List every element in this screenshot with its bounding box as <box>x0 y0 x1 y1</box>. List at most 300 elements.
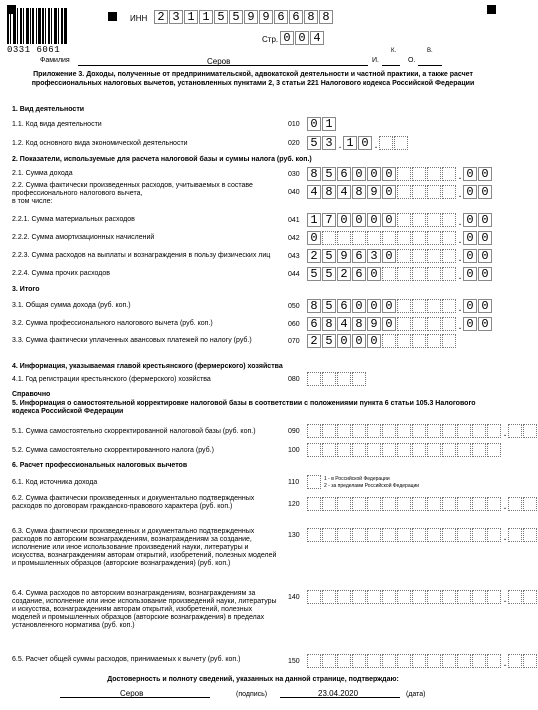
amount-kopecks-cells <box>463 267 493 281</box>
digit-cell <box>508 590 522 604</box>
digit-cell: 0 <box>337 334 351 348</box>
row-1-2-label: 1.2. Код основного вида экономической деятельности <box>12 140 188 147</box>
digit-cell <box>352 497 366 511</box>
digit-cell: 5 <box>322 167 336 181</box>
barcode-image <box>7 8 67 44</box>
decimal-separator: . <box>503 500 507 512</box>
digit-cell <box>427 267 441 281</box>
corner-marker-top-right <box>487 5 496 14</box>
digit-cell: 0 <box>478 213 492 227</box>
row-6-4-label: 6.4. Сумма расходов по авторским вознаграждениям, вознаграждениям за создание, исполнение или иное использование произведений науки, литературы и искусства, вознаграждениям авторам открытий, изобретений, полезных моделей и промышленных образцов (авторские вознаграждения) в пределах установленного норматива (руб. коп.) <box>12 590 277 629</box>
row-1-1-code: 010 <box>288 121 300 128</box>
page-number-field[interactable] <box>280 31 325 45</box>
digit-cell <box>442 334 456 348</box>
section4-heading: 4. Информация, указываемая главой крестьянского (фермерского) хозяйства <box>12 363 283 370</box>
digit-cell <box>412 231 426 245</box>
date-value[interactable]: 23.04.2020 <box>318 689 359 698</box>
amount-kopecks-cells <box>463 185 493 199</box>
digit-cell <box>382 497 396 511</box>
digit-cell: 6 <box>289 10 303 24</box>
section2-amount-field[interactable] <box>307 249 493 263</box>
digit-cell: 8 <box>304 10 318 24</box>
digit-cell: 6 <box>337 167 351 181</box>
digit-cell <box>412 654 426 668</box>
digit-cell <box>307 475 321 489</box>
digit-cell <box>523 654 537 668</box>
digit-cell <box>322 497 336 511</box>
digit-cell <box>322 231 336 245</box>
digit-cell: 6 <box>337 299 351 313</box>
digit-cell: 5 <box>307 267 321 281</box>
digit-cell: 5 <box>322 299 336 313</box>
digit-cell <box>397 590 411 604</box>
digit-cell <box>307 528 321 542</box>
section2-row-label: 2.2.4. Сумма прочих расходов <box>12 270 110 277</box>
digit-cell <box>487 424 501 438</box>
surname-value[interactable]: Серов <box>207 57 231 66</box>
digit-cell <box>397 334 411 348</box>
section2-amount-field[interactable] <box>307 213 493 227</box>
digit-cell: 9 <box>259 10 273 24</box>
digit-cell <box>427 497 441 511</box>
signature-label: (подпись) <box>236 691 268 698</box>
digit-cell <box>367 231 381 245</box>
author-fee-normative-expenses-field[interactable] <box>307 590 538 604</box>
corner-marker-top-middle <box>108 12 117 21</box>
digit-cell <box>412 497 426 511</box>
digit-cell <box>397 654 411 668</box>
digit-cell: 0 <box>358 136 372 150</box>
digit-cell <box>442 317 456 331</box>
digit-cell <box>412 443 426 457</box>
amount-rubles-cells <box>307 185 457 199</box>
amount-rubles-cells <box>307 334 457 348</box>
digit-cell <box>352 372 366 386</box>
activity-code-field[interactable] <box>307 117 337 131</box>
row-6-2-code: 120 <box>288 501 300 508</box>
okved-separator-1: . <box>338 139 342 151</box>
digit-cell <box>442 249 456 263</box>
digit-cell <box>442 185 456 199</box>
section2-row-label: 2.2.3. Сумма расходов на выплаты и вознаграждения в пользу физических лиц <box>12 252 271 259</box>
section2-row-code: 043 <box>288 253 300 260</box>
decimal-separator: . <box>458 188 462 200</box>
amount-rubles-cells <box>307 424 502 438</box>
section2-amount-field[interactable] <box>307 231 493 245</box>
digit-cell: 0 <box>352 334 366 348</box>
digit-cell: 0 <box>463 299 477 313</box>
initial-v-label: В. <box>427 48 433 54</box>
digit-cell <box>337 590 351 604</box>
amount-kopecks-cells <box>508 424 538 438</box>
section3-amount-field[interactable] <box>307 299 493 313</box>
digit-cell <box>427 249 441 263</box>
section3-amount-field[interactable] <box>307 334 457 348</box>
digit-cell <box>442 231 456 245</box>
digit-cell <box>397 424 411 438</box>
amount-kopecks-cells <box>508 590 538 604</box>
digit-cell <box>382 267 396 281</box>
digit-cell <box>427 654 441 668</box>
digit-cell <box>337 497 351 511</box>
digit-cell: 6 <box>274 10 288 24</box>
digit-cell: 2 <box>307 249 321 263</box>
section3-row-code: 060 <box>288 321 300 328</box>
digit-cell: 0 <box>352 299 366 313</box>
amount-kopecks-cells <box>463 167 493 181</box>
decimal-separator: . <box>458 216 462 228</box>
digit-cell <box>427 185 441 199</box>
digit-cell <box>307 590 321 604</box>
digit-cell <box>523 590 537 604</box>
digit-cell: 8 <box>352 317 366 331</box>
digit-cell <box>487 528 501 542</box>
income-source-hint-2: 2 - за пределами Российской Федерации <box>324 483 420 489</box>
digit-cell <box>307 443 321 457</box>
total-deductible-expenses-field[interactable] <box>307 654 538 668</box>
amount-kopecks-cells <box>508 497 538 511</box>
digit-cell <box>337 443 351 457</box>
digit-cell <box>442 654 456 668</box>
section3-row-label: 3.3. Сумма фактически уплаченных авансовых платежей по налогу (руб.) <box>12 337 252 344</box>
digit-cell: 5 <box>322 267 336 281</box>
section5-reference: Справочно <box>12 391 51 398</box>
digit-cell: 9 <box>367 317 381 331</box>
digit-cell <box>487 590 501 604</box>
digit-cell: 0 <box>382 185 396 199</box>
section3-row-code: 050 <box>288 303 300 310</box>
signer-name[interactable]: Серов <box>120 689 144 698</box>
amount-rubles-cells <box>307 528 502 542</box>
digit-cell <box>352 654 366 668</box>
digit-cell <box>472 654 486 668</box>
digit-cell: 2 <box>307 334 321 348</box>
row-5-1-code: 090 <box>288 428 300 435</box>
digit-cell: 9 <box>367 185 381 199</box>
digit-cell: 7 <box>322 213 336 227</box>
digit-cell: 8 <box>322 317 336 331</box>
digit-cell <box>508 654 522 668</box>
digit-cell <box>523 528 537 542</box>
digit-cell: 3 <box>322 136 336 150</box>
digit-cell: 0 <box>478 185 492 199</box>
decimal-separator: . <box>503 531 507 543</box>
digit-cell <box>412 249 426 263</box>
digit-cell: 0 <box>367 267 381 281</box>
digit-cell: 5 <box>322 334 336 348</box>
row-5-2-label: 5.2. Сумма самостоятельно скорректированного налога (руб.) <box>12 447 214 454</box>
digit-cell <box>382 590 396 604</box>
amount-rubles-cells <box>307 267 457 281</box>
digit-cell <box>442 424 456 438</box>
digit-cell <box>457 443 471 457</box>
digit-cell: 0 <box>478 167 492 181</box>
digit-cell: 0 <box>463 231 477 245</box>
digit-cell <box>457 497 471 511</box>
digit-cell: 0 <box>463 167 477 181</box>
adjusted-tax-base-field[interactable] <box>307 424 538 438</box>
digit-cell <box>442 590 456 604</box>
digit-cell <box>523 424 537 438</box>
digit-cell <box>382 528 396 542</box>
section2-row-sublabel: в том числе: <box>12 198 53 205</box>
decimal-separator: . <box>458 320 462 332</box>
digit-cell <box>397 443 411 457</box>
digit-cell: 6 <box>352 249 366 263</box>
initial-o-label: О. <box>408 57 416 64</box>
digit-cell: 0 <box>307 117 321 131</box>
amount-kopecks-cells <box>508 654 538 668</box>
digit-cell <box>352 528 366 542</box>
digit-cell <box>382 443 396 457</box>
digit-cell: 0 <box>463 317 477 331</box>
digit-cell: 0 <box>337 213 351 227</box>
digit-cell <box>307 424 321 438</box>
digit-cell <box>397 231 411 245</box>
digit-cell <box>457 654 471 668</box>
digit-cell: 0 <box>352 213 366 227</box>
row-1-2-code: 020 <box>288 140 300 147</box>
amount-rubles-cells <box>307 317 457 331</box>
digit-cell <box>352 231 366 245</box>
amount-rubles-cells <box>307 231 457 245</box>
digit-cell <box>472 424 486 438</box>
digit-cell: 9 <box>337 249 351 263</box>
digit-cell <box>427 334 441 348</box>
amount-rubles-cells <box>307 213 457 227</box>
amount-kopecks-cells <box>463 299 493 313</box>
digit-cell <box>337 654 351 668</box>
row-6-5-label: 6.5. Расчет общей суммы расходов, принимаемых к вычету (руб. коп.) <box>12 656 241 663</box>
digit-cell <box>472 590 486 604</box>
section2-heading: 2. Показатели, используемые для расчета налоговой базы и суммы налога (руб. коп.) <box>12 156 312 163</box>
section3-amount-field[interactable] <box>307 317 493 331</box>
digit-cell <box>487 654 501 668</box>
section3-row-code: 070 <box>288 338 300 345</box>
digit-cell: 0 <box>463 213 477 227</box>
row-5-1-label: 5.1. Сумма самостоятельно скорректированной налоговой базы (руб. коп.) <box>12 428 256 435</box>
digit-cell: 5 <box>214 10 228 24</box>
section3-row-label: 3.1. Общая сумма дохода (руб. коп.) <box>12 302 131 309</box>
digit-cell <box>352 424 366 438</box>
row-6-5-code: 150 <box>288 658 300 665</box>
row-4-1-label: 4.1. Год регистрации крестьянского (фермерского) хозяйства <box>12 376 211 383</box>
page-label: Стр. <box>262 35 279 44</box>
okved-separator-2: . <box>374 139 378 151</box>
amount-rubles-cells <box>307 167 457 181</box>
amount-rubles-cells <box>307 497 502 511</box>
row-6-1-code: 110 <box>288 479 300 486</box>
amount-kopecks-cells <box>463 249 493 263</box>
digit-cell <box>397 213 411 227</box>
digit-cell <box>307 497 321 511</box>
digit-cell: 0 <box>382 249 396 263</box>
digit-cell: 1 <box>343 136 357 150</box>
digit-cell <box>352 443 366 457</box>
amount-kopecks-cells <box>508 528 538 542</box>
digit-cell <box>412 185 426 199</box>
section3-row-label: 3.2. Сумма профессионального налогового вычета (руб. коп.) <box>12 320 213 327</box>
digit-cell <box>442 497 456 511</box>
digit-cell: 0 <box>367 299 381 313</box>
digit-cell <box>442 528 456 542</box>
digit-cell <box>508 528 522 542</box>
digit-cell: 6 <box>352 267 366 281</box>
digit-cell <box>412 334 426 348</box>
digit-cell: 1 <box>199 10 213 24</box>
digit-cell: 4 <box>337 185 351 199</box>
digit-cell: 3 <box>367 249 381 263</box>
digit-cell <box>367 424 381 438</box>
amount-rubles-cells <box>307 443 502 457</box>
digit-cell <box>472 528 486 542</box>
decimal-separator: . <box>458 252 462 264</box>
section2-amount-field[interactable] <box>307 267 493 281</box>
initial-o-underline <box>418 65 442 66</box>
inn-label: ИНН <box>130 14 148 23</box>
digit-cell <box>442 213 456 227</box>
decimal-separator: . <box>458 234 462 246</box>
okved-part-b <box>343 136 373 150</box>
digit-cell <box>397 167 411 181</box>
digit-cell <box>472 443 486 457</box>
digit-cell: 0 <box>478 299 492 313</box>
okved-part-a <box>307 136 337 150</box>
digit-cell: 9 <box>244 10 258 24</box>
digit-cell <box>382 654 396 668</box>
digit-cell: 0 <box>367 334 381 348</box>
decimal-separator: . <box>503 593 507 605</box>
digit-cell <box>367 497 381 511</box>
digit-cell <box>457 528 471 542</box>
digit-cell: 0 <box>307 231 321 245</box>
digit-cell <box>412 167 426 181</box>
digit-cell: 0 <box>367 167 381 181</box>
amount-kopecks-cells <box>463 317 493 331</box>
digit-cell <box>427 590 441 604</box>
digit-cell: 0 <box>352 167 366 181</box>
civil-contract-expenses-field[interactable] <box>307 497 538 511</box>
digit-cell: 0 <box>382 167 396 181</box>
digit-cell <box>367 528 381 542</box>
row-6-2-label: 6.2. Сумма фактически произведенных и документально подтвержденных расходов по договорам гражданско-правового характера (руб. коп.) <box>12 495 255 510</box>
digit-cell: 0 <box>382 299 396 313</box>
row-4-1-code: 080 <box>288 376 300 383</box>
adjusted-tax-field[interactable] <box>307 443 502 457</box>
digit-cell: 0 <box>295 31 309 45</box>
digit-cell: 0 <box>478 231 492 245</box>
digit-cell <box>427 443 441 457</box>
digit-cell: 3 <box>169 10 183 24</box>
section2-row-code: 040 <box>288 189 300 196</box>
digit-cell <box>307 654 321 668</box>
decimal-separator: . <box>503 657 507 669</box>
digit-cell <box>427 424 441 438</box>
digit-cell <box>412 299 426 313</box>
row-6-1-label: 6.1. Код источника дохода <box>12 479 98 486</box>
row-6-3-code: 130 <box>288 532 300 539</box>
digit-cell <box>322 528 336 542</box>
amount-rubles-cells <box>307 249 457 263</box>
digit-cell: 8 <box>319 10 333 24</box>
section6-heading: 6. Расчет профессиональных налоговых вычетов <box>12 462 188 469</box>
income-source-hint-1: 1 - в Российской Федерации <box>324 476 390 482</box>
digit-cell: 6 <box>307 317 321 331</box>
section2-amount-field[interactable] <box>307 185 493 199</box>
digit-cell <box>367 654 381 668</box>
digit-cell <box>397 317 411 331</box>
digit-cell: 0 <box>478 267 492 281</box>
farm-registration-year-field[interactable] <box>307 372 367 386</box>
section2-row-label: 2.2.1. Сумма материальных расходов <box>12 216 135 223</box>
digit-cell <box>307 372 321 386</box>
amount-rubles-cells <box>307 299 457 313</box>
digit-cell <box>397 497 411 511</box>
digit-cell <box>412 317 426 331</box>
row-6-4-code: 140 <box>288 594 300 601</box>
digit-cell: 1 <box>184 10 198 24</box>
initial-i-label: И. <box>372 57 379 64</box>
digit-cell: 0 <box>478 317 492 331</box>
amount-kopecks-cells <box>463 231 493 245</box>
digit-cell <box>367 443 381 457</box>
inn-field[interactable] <box>154 10 334 24</box>
surname-label: Фамилия <box>40 57 70 64</box>
section2-row-code: 042 <box>288 235 300 242</box>
digit-cell: 0 <box>367 213 381 227</box>
section2-row-code: 041 <box>288 217 300 224</box>
digit-cell <box>367 590 381 604</box>
digit-cell <box>382 334 396 348</box>
date-label: (дата) <box>406 691 426 698</box>
digit-cell <box>487 497 501 511</box>
initial-k-label: К. <box>391 48 397 54</box>
digit-cell <box>322 654 336 668</box>
section2-amount-field[interactable] <box>307 167 493 181</box>
digit-cell <box>412 424 426 438</box>
digit-cell: 8 <box>352 185 366 199</box>
digit-cell: 8 <box>322 185 336 199</box>
digit-cell: 0 <box>478 249 492 263</box>
initial-i-underline <box>382 65 400 66</box>
digit-cell <box>487 443 501 457</box>
digit-cell: 0 <box>382 317 396 331</box>
appendix-title: Приложение 3. Доходы, полученные от предпринимательской, адвокатской деятельности и частной практики, а также расчет профессиональных налоговых вычетов, установленных пунктами 2, 3 статьи 221 Налогового кодекса Российской Федерации <box>31 71 475 87</box>
digit-cell <box>394 136 408 150</box>
digit-cell: 2 <box>337 267 351 281</box>
digit-cell: 5 <box>229 10 243 24</box>
author-fee-expenses-field[interactable] <box>307 528 538 542</box>
row-1-1-label: 1.1. Код вида деятельности <box>12 121 102 128</box>
okved-code-field[interactable] <box>307 136 409 150</box>
digit-cell: 8 <box>307 299 321 313</box>
digit-cell <box>322 443 336 457</box>
digit-cell <box>397 267 411 281</box>
digit-cell <box>412 213 426 227</box>
barcode-number: 0331 6061 <box>7 45 61 55</box>
digit-cell <box>337 528 351 542</box>
digit-cell: 1 <box>307 213 321 227</box>
digit-cell <box>508 497 522 511</box>
section2-row-code: 030 <box>288 171 300 178</box>
okved-part-c <box>379 136 409 150</box>
digit-cell <box>412 590 426 604</box>
digit-cell <box>427 167 441 181</box>
decimal-separator: . <box>458 270 462 282</box>
digit-cell: 4 <box>307 185 321 199</box>
amount-rubles-cells <box>307 654 502 668</box>
income-source-code-field[interactable] <box>307 475 322 489</box>
